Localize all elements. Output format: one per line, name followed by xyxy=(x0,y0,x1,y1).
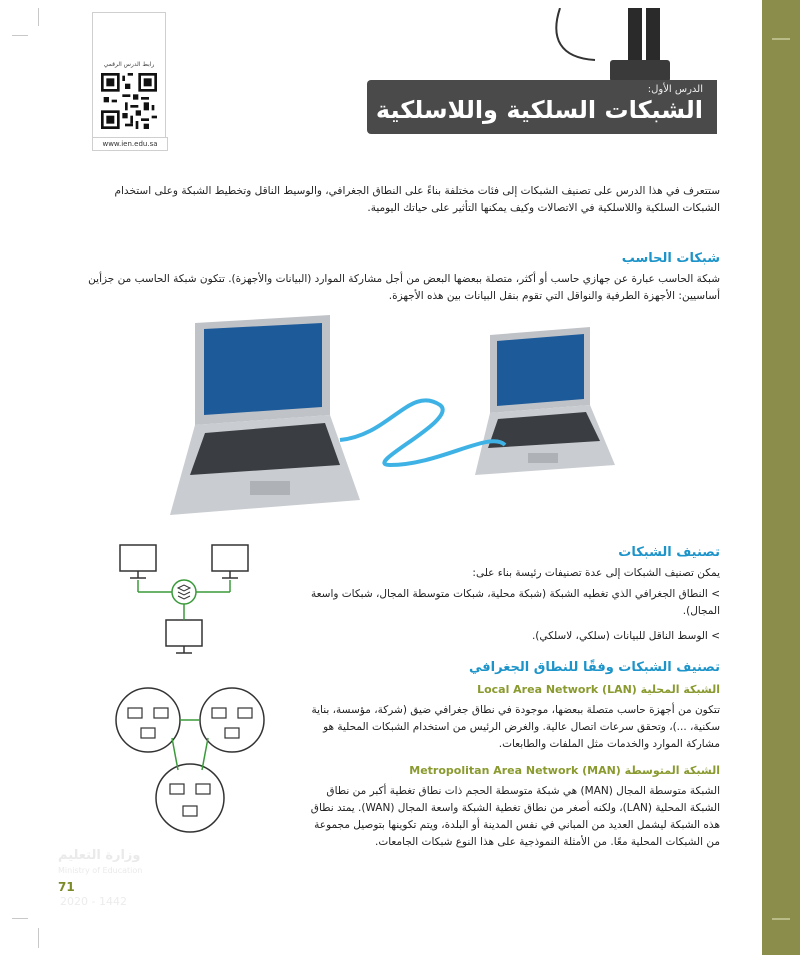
subheading-man: الشبكة المتوسطة Metropolitan Area Network (MAN) xyxy=(409,764,720,777)
list-item: > النطاق الجغرافي الذي تغطيه الشبكة (شبكة محلية، شبكات متوسطة المجال، شبكات واسعة المجال). xyxy=(310,588,720,617)
crop-mark xyxy=(12,35,28,36)
qr-label: رابط الدرس الرقمي xyxy=(103,61,155,68)
section-heading-classification: تصنيف الشبكات xyxy=(618,545,720,560)
intro-paragraph: ستتعرف في هذا الدرس على تصنيف الشبكات إلى فئات مختلفة بناءً على النطاق الجغرافي، والوسيط الناقل وتخطيط الشبكة وعلى استخدام الشبكات السلكية واللاسلكية في الاتصالات وكيف يمكنها التأثير على حياتك اليومية. xyxy=(114,185,720,214)
network-topology-icon xyxy=(112,540,262,660)
list-item: > الوسط الناقل للبيانات (سلكي، لاسلكي). xyxy=(531,630,720,642)
page-number: 71 xyxy=(58,880,75,894)
computer-networks-text: شبكة الحاسب عبارة عن جهازي حاسب أو أكثر، متصلة ببعضها البعض من أجل مشاركة الموارد (البيانات والأجهزة). تتكون شبكة الحاسب من جزأين أساسيين: الأجهزة الطرفية والنواقل التي تقوم بنقل البيانات بين هذه الأجهزة. xyxy=(88,273,720,302)
subheading-lan: الشبكة المحلية Local Area Network (LAN) xyxy=(477,683,720,696)
connected-laptops-illustration xyxy=(160,315,660,525)
watermark-year: 2020 - 1442 xyxy=(60,895,127,908)
classification-intro: يمكن تصنيف الشبكات إلى عدة تصنيفات رئيسة بناء على: xyxy=(472,567,720,579)
ministry-watermark: وزارة التعليم xyxy=(58,848,141,863)
qr-code-icon[interactable] xyxy=(101,73,157,129)
cable-plug-illustration xyxy=(540,8,670,88)
qr-panel[interactable] xyxy=(92,12,166,150)
lan-text: تتكون من أجهزة حاسب متصلة ببعضها، موجودة في نطاق جغرافي ضيق (شركة، مؤسسة، بناية سكنية، ...)، وتحقق سرعات اتصال عالية. والغرض الرئيس من استخدام الشبكات المحلية هو مشاركة الموارد والخدمات مثل الملفات والطابعات. xyxy=(311,704,720,750)
side-color-strip xyxy=(762,0,800,955)
section-heading-geo: تصنيف الشبكات وفقًا للنطاق الجغرافي xyxy=(468,660,720,675)
man-text: الشبكة متوسطة المجال (MAN) هي شبكة متوسطة الحجم ذات نطاق تغطية أكبر من نطاق الشبكة المحلية (LAN)، ولكنه أصغر من نطاق تغطية الشبكة واسعة المجال (WAN). يمتد نطاق هذه الشبكة ليشمل العديد من المباني في نفس المدينة أو البلدة، ويتم تكوينها بتوصيل مجموعة من الشبكات المحلية معًا. من الأمثلة النموذجية على هذا النوع شبكات الجامعات. xyxy=(310,785,720,848)
man-network-icon xyxy=(110,680,270,840)
crop-mark xyxy=(38,928,39,948)
strip-tick xyxy=(772,918,790,920)
crop-mark xyxy=(38,8,39,26)
lesson-title-banner xyxy=(367,80,717,134)
crop-mark xyxy=(12,918,28,919)
strip-tick xyxy=(772,38,790,40)
page-title: الشبكات السلكية واللاسلكية xyxy=(375,96,703,124)
lesson-label: الدرس الأول: xyxy=(647,84,703,95)
qr-url[interactable]: www.ien.edu.sa xyxy=(92,137,168,151)
section-heading-computer-networks: شبكات الحاسب xyxy=(621,251,720,266)
ministry-watermark-en: Ministry of Education xyxy=(58,866,143,875)
